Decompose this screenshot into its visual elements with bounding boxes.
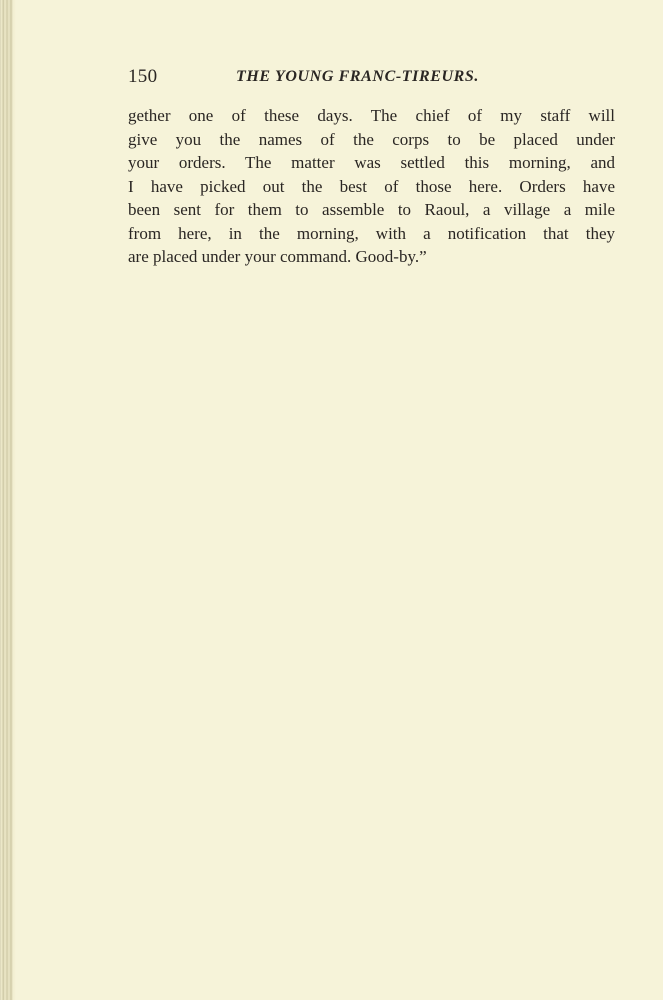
running-title: THE YOUNG FRANC-TIREURS. (236, 68, 480, 85)
text-line: give you the names of the corps to be placed under (128, 129, 615, 149)
text-line: are placed under your command. Good-by.” (128, 247, 427, 266)
text-line: gether one of these days. The chief of my staff will (128, 106, 615, 125)
text-line: been sent for them to assemble to Raoul, a village a mile (128, 200, 615, 219)
text-line: from here, in the morning, with a notification that they (128, 223, 615, 243)
page-number: 150 (128, 66, 158, 87)
text-line: your orders. The matter was settled this morning, and (128, 153, 615, 172)
text-line: I have picked out the best of those here. Orders have (128, 176, 615, 196)
page-header (128, 66, 615, 88)
body-paragraph (128, 104, 615, 269)
page-binding-edge (0, 0, 16, 1000)
